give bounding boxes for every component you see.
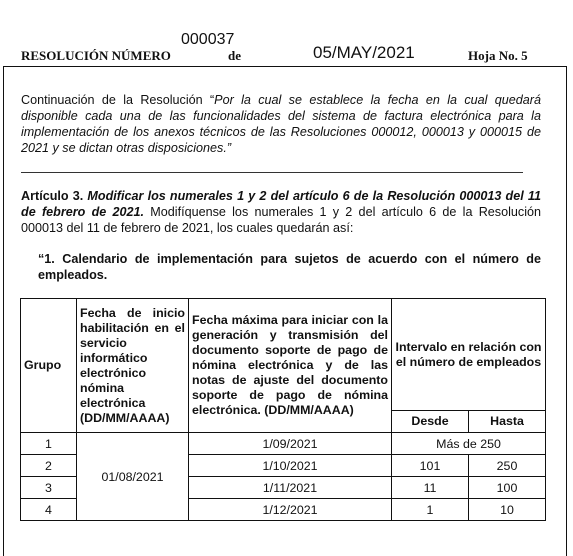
article-body: Modifíquense los numerales 1 y 2 del artículo 6 de la Resolución 000013 del 11 de febrero de 2021, los cuales quedarán así:	[21, 205, 542, 235]
header-start-date: Fecha de inicio habilitación en el servicio informático electrónico nómina electrónica (DD/MM/AAAA)	[77, 299, 189, 433]
header-group: Grupo	[21, 299, 77, 433]
resolution-date: 05/MAY/2021	[313, 43, 415, 62]
row-to: 250	[469, 455, 546, 477]
row-max-date: 1/10/2021	[189, 455, 392, 477]
header-from: Desde	[392, 411, 469, 433]
resolution-label: RESOLUCIÓN NÚMERO	[21, 48, 171, 63]
implementation-schedule-table	[20, 298, 546, 521]
header-employee-interval: Intervalo en relación con el número de empleados	[392, 299, 546, 411]
row-to: 100	[469, 477, 546, 499]
shared-start-date: 01/08/2021	[77, 433, 189, 521]
row-employee-range: Más de 250	[392, 433, 546, 455]
row-group: 3	[21, 477, 77, 499]
continuation-title: Por la cual se establece la fecha en la cual quedará disponible cada una de las funcionalidades del sistema de factura electrónica para la implementación de los anexos técnicos de las Resoluciones 000012, 000013 y 000015 de 2021 y se dictan otras disposiciones.”	[21, 93, 541, 155]
continuation-lead: Continuación de la Resolución “	[21, 93, 215, 107]
table-header-row	[21, 299, 546, 411]
row-from: 11	[392, 477, 469, 499]
row-from: 101	[392, 455, 469, 477]
header-max-date: Fecha máxima para iniciar con la generación y transmisión del documento soporte de pago de nómina electrónica y de las notas de ajuste del documento soporte de pago de nómina electrónica. (DD/MM/AAAA)	[189, 299, 392, 433]
row-group: 1	[21, 433, 77, 455]
section-divider	[21, 172, 523, 173]
row-to: 10	[469, 499, 546, 521]
resolution-number: 000037	[181, 31, 235, 48]
item-heading: “1. Calendario de implementación para sujetos de acuerdo con el número de empleados.	[38, 252, 541, 282]
page-number: Hoja No. 5	[468, 48, 528, 63]
article-title: Modificar los numerales 1 y 2 del artículo 6 de la Resolución 000013 del 11 de febrero de 2021.	[21, 189, 541, 219]
row-max-date: 1/09/2021	[189, 433, 392, 455]
row-from: 1	[392, 499, 469, 521]
article-label: Artículo 3.	[21, 189, 84, 203]
continuation-paragraph	[21, 92, 541, 156]
row-group: 2	[21, 455, 77, 477]
row-group: 4	[21, 499, 77, 521]
row-max-date: 1/12/2021	[189, 499, 392, 521]
row-max-date: 1/11/2021	[189, 477, 392, 499]
header-to: Hasta	[469, 411, 546, 433]
article-paragraph	[21, 188, 541, 236]
table-row	[21, 433, 546, 455]
date-preposition: de	[228, 48, 241, 63]
